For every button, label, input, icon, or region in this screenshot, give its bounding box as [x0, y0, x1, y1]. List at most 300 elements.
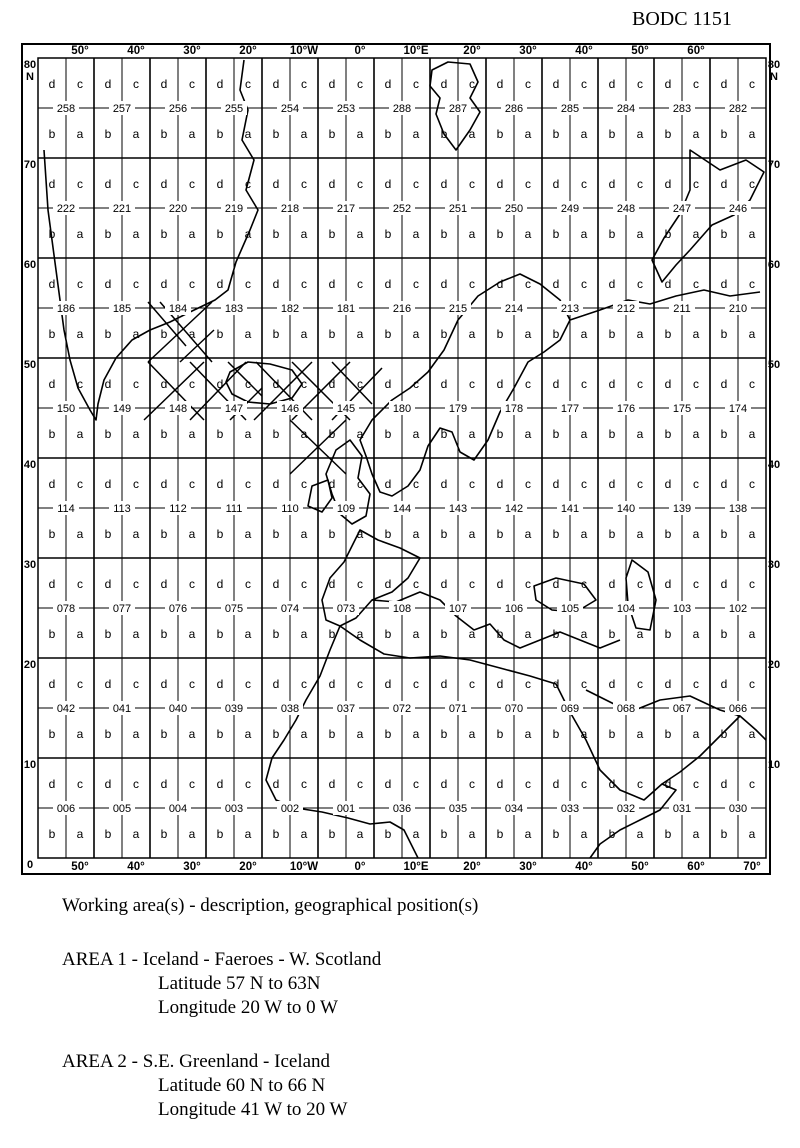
latitude-label-right: 60 — [767, 259, 781, 271]
subsquare-letter: a — [188, 527, 196, 541]
subsquare-letter: a — [188, 727, 196, 741]
subsquare-letter: a — [356, 827, 364, 841]
subsquare-letter: c — [637, 77, 643, 91]
latitude-label-right: 40 — [767, 459, 781, 471]
subsquare-letter: a — [300, 227, 308, 241]
subsquare-letter: a — [188, 227, 196, 241]
longitude-label-top: 10°W — [289, 45, 319, 57]
marsden-square-number: 185 — [112, 303, 132, 315]
subsquare-letter: a — [524, 427, 532, 441]
subsquare-letter: c — [525, 277, 531, 291]
marsden-square-number: 111 — [225, 503, 243, 515]
subsquare-letter: d — [608, 377, 616, 391]
subsquare-letter: a — [580, 527, 588, 541]
subsquare-letter: c — [189, 477, 195, 491]
subsquare-letter: c — [525, 677, 531, 691]
subsquare-letter: d — [496, 77, 504, 91]
subsquare-letter: d — [48, 177, 56, 191]
subsquare-letter: b — [608, 627, 616, 641]
subsquare-letter: c — [749, 477, 755, 491]
subsquare-letter: c — [469, 577, 475, 591]
subsquare-letter: d — [664, 777, 672, 791]
subsquare-letter: c — [245, 477, 251, 491]
marsden-square-number: 182 — [280, 303, 300, 315]
subsquare-letter: a — [76, 527, 84, 541]
marsden-square-number: 112 — [169, 503, 187, 515]
subsquare-letter: a — [468, 627, 476, 641]
marsden-square-number: 249 — [560, 203, 580, 215]
subsquare-letter: b — [608, 327, 616, 341]
subsquare-letter: d — [440, 577, 448, 591]
subsquare-letter: c — [77, 277, 83, 291]
subsquare-letter: c — [301, 777, 307, 791]
subsquare-letter: a — [748, 327, 756, 341]
subsquare-letter: b — [552, 827, 560, 841]
subsquare-letter: c — [581, 577, 587, 591]
marsden-square-number: 217 — [336, 203, 356, 215]
latitude-label-left: 70 — [23, 159, 37, 171]
subsquare-letter: c — [189, 577, 195, 591]
marsden-square-number: 150 — [56, 403, 76, 415]
subsquare-letter: b — [160, 327, 168, 341]
subsquare-letter: b — [272, 527, 280, 541]
marsden-square-number: 068 — [616, 703, 636, 715]
subsquare-letter: a — [76, 727, 84, 741]
subsquare-letter: a — [188, 627, 196, 641]
subsquare-letter: d — [664, 77, 672, 91]
subsquare-letter: b — [48, 327, 56, 341]
subsquare-letter: a — [300, 327, 308, 341]
marsden-square-number: 181 — [336, 303, 356, 315]
subsquare-letter: c — [693, 377, 699, 391]
subsquare-letter: c — [301, 577, 307, 591]
longitude-label-bottom: 10°E — [403, 861, 429, 873]
subsquare-letter: b — [664, 527, 672, 541]
subsquare-letter: a — [356, 327, 364, 341]
subsquare-letter: b — [664, 327, 672, 341]
subsquare-letter: c — [245, 577, 251, 591]
subsquare-letter: c — [469, 377, 475, 391]
subsquare-letter: b — [104, 327, 112, 341]
subsquare-letter: b — [216, 827, 224, 841]
subsquare-letter: a — [76, 327, 84, 341]
marsden-square-number: 253 — [336, 103, 356, 115]
subsquare-letter: b — [384, 127, 392, 141]
subsquare-letter: b — [272, 827, 280, 841]
subsquare-letter: d — [608, 577, 616, 591]
latitude-label-left: N — [26, 71, 34, 83]
subsquare-letter: d — [272, 277, 280, 291]
novaya-zemlya-coast — [652, 150, 764, 282]
subsquare-letter: b — [272, 427, 280, 441]
subsquare-letter: b — [272, 227, 280, 241]
subsquare-letter: b — [328, 327, 336, 341]
subsquare-letter: b — [608, 427, 616, 441]
subsquare-letter: a — [468, 327, 476, 341]
subsquare-letter: a — [580, 127, 588, 141]
longitude-label-bottom: 50° — [71, 861, 89, 873]
latitude-label-right: 20 — [767, 659, 781, 671]
subsquare-letter: d — [720, 577, 728, 591]
subsquare-letter: d — [440, 77, 448, 91]
subsquare-letter: a — [412, 127, 420, 141]
marsden-square-number: 071 — [448, 703, 468, 715]
subsquare-letter: b — [608, 827, 616, 841]
subsquare-letter: a — [468, 727, 476, 741]
marsden-square-number: 042 — [56, 703, 76, 715]
subsquare-letter: d — [272, 777, 280, 791]
subsquare-letter: d — [272, 177, 280, 191]
subsquare-letter: a — [244, 127, 252, 141]
subsquare-letter: d — [720, 477, 728, 491]
subsquare-letter: d — [608, 177, 616, 191]
longitude-label-bottom: 50° — [631, 861, 649, 873]
lat-lon-grid — [38, 58, 766, 858]
marsden-square-number: 139 — [672, 503, 692, 515]
latitude-label-right: 70 — [767, 159, 781, 171]
subsquare-letter: b — [104, 727, 112, 741]
subsquare-letter: c — [525, 377, 531, 391]
subsquare-letter: b — [440, 527, 448, 541]
subsquare-letter: b — [272, 727, 280, 741]
subsquare-letter: b — [496, 127, 504, 141]
subsquare-letter: a — [580, 827, 588, 841]
subsquare-letter: a — [132, 527, 140, 541]
marsden-square-number: 258 — [56, 103, 76, 115]
subsquare-letter: a — [580, 727, 588, 741]
subsquare-letter: d — [216, 577, 224, 591]
subsquare-letter: c — [413, 177, 419, 191]
longitude-label-top: 10°E — [403, 45, 429, 57]
marsden-square-number: 219 — [224, 203, 244, 215]
subsquare-letter: b — [720, 127, 728, 141]
marsden-square-number: 286 — [504, 103, 524, 115]
marsden-square-number: 140 — [616, 503, 636, 515]
marsden-square-number: 143 — [448, 503, 468, 515]
marsden-square-number: 003 — [224, 803, 244, 815]
subsquare-letter: b — [440, 427, 448, 441]
subsquare-letter: c — [469, 177, 475, 191]
subsquare-letter: c — [469, 277, 475, 291]
marsden-square-number: 148 — [168, 403, 188, 415]
subsquare-letter: d — [328, 577, 336, 591]
subsquare-letter: a — [188, 327, 196, 341]
subsquare-letter: b — [720, 627, 728, 641]
subsquare-letter: c — [749, 77, 755, 91]
subsquare-letter: d — [608, 677, 616, 691]
subsquare-letter: d — [48, 677, 56, 691]
subsquare-letter: b — [48, 527, 56, 541]
subsquare-letter: c — [77, 677, 83, 691]
subsquare-letter: d — [104, 377, 112, 391]
area-1-latitude: Latitude 57 N to 63N — [158, 973, 321, 994]
marsden-square-number: 078 — [56, 603, 76, 615]
subsquare-letter: c — [189, 177, 195, 191]
subsquare-letter: d — [48, 477, 56, 491]
subsquare-letter: b — [552, 427, 560, 441]
marsden-square-number: 218 — [280, 203, 300, 215]
subsquare-letter: d — [496, 577, 504, 591]
marsden-square-number: 222 — [56, 203, 76, 215]
subsquare-letter: a — [132, 127, 140, 141]
subsquare-letter: a — [244, 427, 252, 441]
subsquare-letter: b — [48, 227, 56, 241]
subsquare-letter: b — [160, 127, 168, 141]
subsquare-letter: d — [440, 177, 448, 191]
marsden-square-number: 287 — [448, 103, 468, 115]
subsquare-letter: b — [272, 327, 280, 341]
subsquare-letter: d — [160, 577, 168, 591]
marsden-square-number: 186 — [56, 303, 76, 315]
subsquare-letter: b — [328, 827, 336, 841]
longitude-label-top: 20° — [239, 45, 257, 57]
marsden-square-number: 220 — [168, 203, 188, 215]
marsden-square-number: 145 — [336, 403, 356, 415]
subsquare-letter: b — [440, 127, 448, 141]
subsquare-letter: d — [272, 477, 280, 491]
subsquare-letter: a — [300, 827, 308, 841]
subsquare-letter: c — [189, 677, 195, 691]
subsquare-letter: d — [104, 77, 112, 91]
subsquare-letter: a — [468, 427, 476, 441]
subsquare-letter: b — [104, 527, 112, 541]
marsden-square-number: 031 — [672, 803, 692, 815]
subsquare-letter: b — [216, 527, 224, 541]
marsden-square-number: 221 — [112, 203, 132, 215]
subsquare-letter: d — [664, 477, 672, 491]
subsquare-letter: b — [328, 427, 336, 441]
longitude-label-top: 50° — [631, 45, 649, 57]
marsden-square-number: 248 — [616, 203, 636, 215]
subsquare-letter: d — [552, 177, 560, 191]
marsden-square-number: 179 — [448, 403, 468, 415]
subsquare-letter: d — [552, 477, 560, 491]
marsden-square-number: 246 — [728, 203, 748, 215]
subsquare-letter: b — [496, 327, 504, 341]
marsden-square-number: 174 — [728, 403, 748, 415]
subsquare-letter: a — [244, 527, 252, 541]
subsquare-letter: c — [357, 677, 363, 691]
latitude-label-left: 50 — [23, 359, 37, 371]
subsquare-letter: a — [580, 227, 588, 241]
subsquare-letter: d — [720, 77, 728, 91]
subsquare-letter: c — [301, 177, 307, 191]
subsquare-letter: c — [637, 677, 643, 691]
subsquare-letter: d — [160, 477, 168, 491]
subsquare-letter: b — [608, 227, 616, 241]
subsquare-letter: d — [496, 777, 504, 791]
subsquare-letter: b — [440, 627, 448, 641]
subsquare-letter: c — [245, 77, 251, 91]
subsquare-letter: d — [328, 177, 336, 191]
subsquare-letter: b — [48, 727, 56, 741]
marsden-square-number: 040 — [168, 703, 188, 715]
subsquare-letter: b — [104, 427, 112, 441]
subsquare-letter: d — [160, 77, 168, 91]
subsquare-letter: d — [552, 777, 560, 791]
subsquare-letter: a — [300, 727, 308, 741]
subsquare-letter: c — [413, 77, 419, 91]
subsquare-letter: c — [189, 377, 195, 391]
marsden-square-number: 039 — [224, 703, 244, 715]
subsquare-letter: b — [104, 127, 112, 141]
subsquare-letter: a — [132, 627, 140, 641]
subsquare-letter: c — [77, 177, 83, 191]
subsquare-letter: a — [636, 127, 644, 141]
subsquare-letter: d — [440, 777, 448, 791]
marsden-square-number: 033 — [560, 803, 580, 815]
subsquare-letter: a — [132, 727, 140, 741]
subsquare-letter: c — [357, 577, 363, 591]
longitude-label-bottom: 30° — [519, 861, 537, 873]
subsquare-letter: d — [552, 77, 560, 91]
marsden-square-number: 073 — [336, 603, 356, 615]
subsquare-letter: b — [328, 127, 336, 141]
subsquare-letter: d — [104, 177, 112, 191]
subsquare-letter: c — [357, 377, 363, 391]
longitude-label-bottom: 60° — [687, 861, 705, 873]
subsquare-letter: a — [580, 327, 588, 341]
subsquare-letter: a — [356, 627, 364, 641]
subsquare-letter: b — [160, 227, 168, 241]
subsquare-letter: c — [357, 177, 363, 191]
longitude-label-top: 50° — [71, 45, 89, 57]
subsquare-letter: d — [664, 277, 672, 291]
subsquare-letter: b — [384, 327, 392, 341]
subsquare-letter: b — [496, 627, 504, 641]
marsden-square-number: 069 — [560, 703, 580, 715]
subsquare-letter: c — [749, 177, 755, 191]
subsquare-letter: d — [104, 277, 112, 291]
longitude-label-top: 0° — [354, 45, 366, 57]
subsquare-letter: a — [412, 327, 420, 341]
subsquare-letter: d — [384, 377, 392, 391]
marsden-square-number: 036 — [392, 803, 412, 815]
subsquare-letter: c — [133, 377, 139, 391]
subsquare-letter: b — [664, 127, 672, 141]
caspian-sea-coast — [626, 560, 656, 630]
marsden-square-number: 284 — [616, 103, 636, 115]
subsquare-letter: b — [328, 527, 336, 541]
area-2-latitude: Latitude 60 N to 66 N — [158, 1075, 326, 1096]
subsquare-letter: b — [720, 827, 728, 841]
subsquare-letter: b — [552, 127, 560, 141]
subsquare-letter: c — [413, 677, 419, 691]
subsquare-letter: b — [272, 127, 280, 141]
marsden-square-number: 104 — [616, 603, 636, 615]
subsquare-letter: b — [160, 827, 168, 841]
area-2-title: AREA 2 - S.E. Greenland - Iceland — [62, 1051, 331, 1072]
subsquare-letter: b — [440, 727, 448, 741]
marsden-square-number: 041 — [112, 703, 132, 715]
marsden-square-number: 178 — [504, 403, 524, 415]
marsden-square-number: 038 — [280, 703, 300, 715]
subsquare-letter: c — [525, 777, 531, 791]
marsden-square-number: 037 — [336, 703, 356, 715]
subsquare-letter: c — [469, 777, 475, 791]
subsquare-letter: d — [216, 177, 224, 191]
subsquare-letter: b — [216, 327, 224, 341]
marsden-square-number: 105 — [560, 603, 580, 615]
marsden-square-number: 076 — [168, 603, 188, 615]
subsquare-letter: c — [301, 477, 307, 491]
latitude-label-right: 50 — [767, 359, 781, 371]
subsquare-letter: d — [384, 177, 392, 191]
latitude-label-left: 60 — [23, 259, 37, 271]
longitude-label-bottom: 10°W — [289, 861, 319, 873]
subsquare-letter: c — [749, 377, 755, 391]
subsquare-letter: b — [496, 427, 504, 441]
subsquare-letter: b — [608, 727, 616, 741]
subsquare-letter: a — [132, 827, 140, 841]
subsquare-letter: d — [384, 677, 392, 691]
subsquare-letter: b — [160, 627, 168, 641]
subsquare-letter: c — [189, 277, 195, 291]
subsquare-letter: d — [720, 677, 728, 691]
subsquare-letter: d — [552, 677, 560, 691]
marsden-square-number: 001 — [336, 803, 356, 815]
marsden-square-number: 252 — [392, 203, 412, 215]
subsquare-letter: c — [693, 777, 699, 791]
subsquare-letter: a — [692, 227, 700, 241]
subsquare-letter: d — [720, 177, 728, 191]
subsquare-letter: c — [413, 577, 419, 591]
marsden-square-number: 074 — [280, 603, 300, 615]
subsquare-letter: b — [496, 727, 504, 741]
subsquare-letter: c — [245, 277, 251, 291]
subsquare-letter: d — [440, 677, 448, 691]
subsquare-letter: b — [216, 627, 224, 641]
subsquare-letter: d — [720, 277, 728, 291]
subsquare-letter: d — [48, 277, 56, 291]
subsquare-letter: d — [160, 277, 168, 291]
marsden-square-number: 183 — [224, 303, 244, 315]
subsquare-letter: a — [524, 727, 532, 741]
subsquare-letter: c — [693, 677, 699, 691]
subsquare-letter: c — [357, 777, 363, 791]
subsquare-letter: b — [664, 427, 672, 441]
marsden-square-number: 102 — [728, 603, 748, 615]
marsden-square-number: 113 — [113, 503, 131, 515]
subsquare-letter: d — [496, 177, 504, 191]
subsquare-letter: a — [748, 627, 756, 641]
reference-code: BODC 1151 — [632, 8, 732, 30]
subsquare-letter: c — [637, 477, 643, 491]
longitude-label-bottom: 0° — [354, 861, 366, 873]
subsquare-letter: d — [48, 577, 56, 591]
subsquare-letter: c — [525, 577, 531, 591]
subsquare-letter: a — [356, 227, 364, 241]
subsquare-letter: d — [720, 777, 728, 791]
subsquare-letter: c — [133, 177, 139, 191]
marsden-square-number: 176 — [616, 403, 636, 415]
subsquare-letter: c — [581, 277, 587, 291]
subsquare-letter: a — [748, 527, 756, 541]
subsquare-letter: c — [133, 277, 139, 291]
subsquare-letter: a — [748, 727, 756, 741]
subsquare-letter: a — [412, 827, 420, 841]
subsquare-letter: a — [524, 127, 532, 141]
marsden-square-number: 138 — [728, 503, 748, 515]
subsquare-letter: c — [357, 277, 363, 291]
subsquare-letter: a — [132, 227, 140, 241]
marsden-square-number: 254 — [280, 103, 300, 115]
subsquare-letter: a — [636, 327, 644, 341]
subsquare-letter: b — [104, 827, 112, 841]
subsquare-letter: d — [328, 277, 336, 291]
subsquare-letter: b — [384, 827, 392, 841]
longitude-label-top: 30° — [183, 45, 201, 57]
